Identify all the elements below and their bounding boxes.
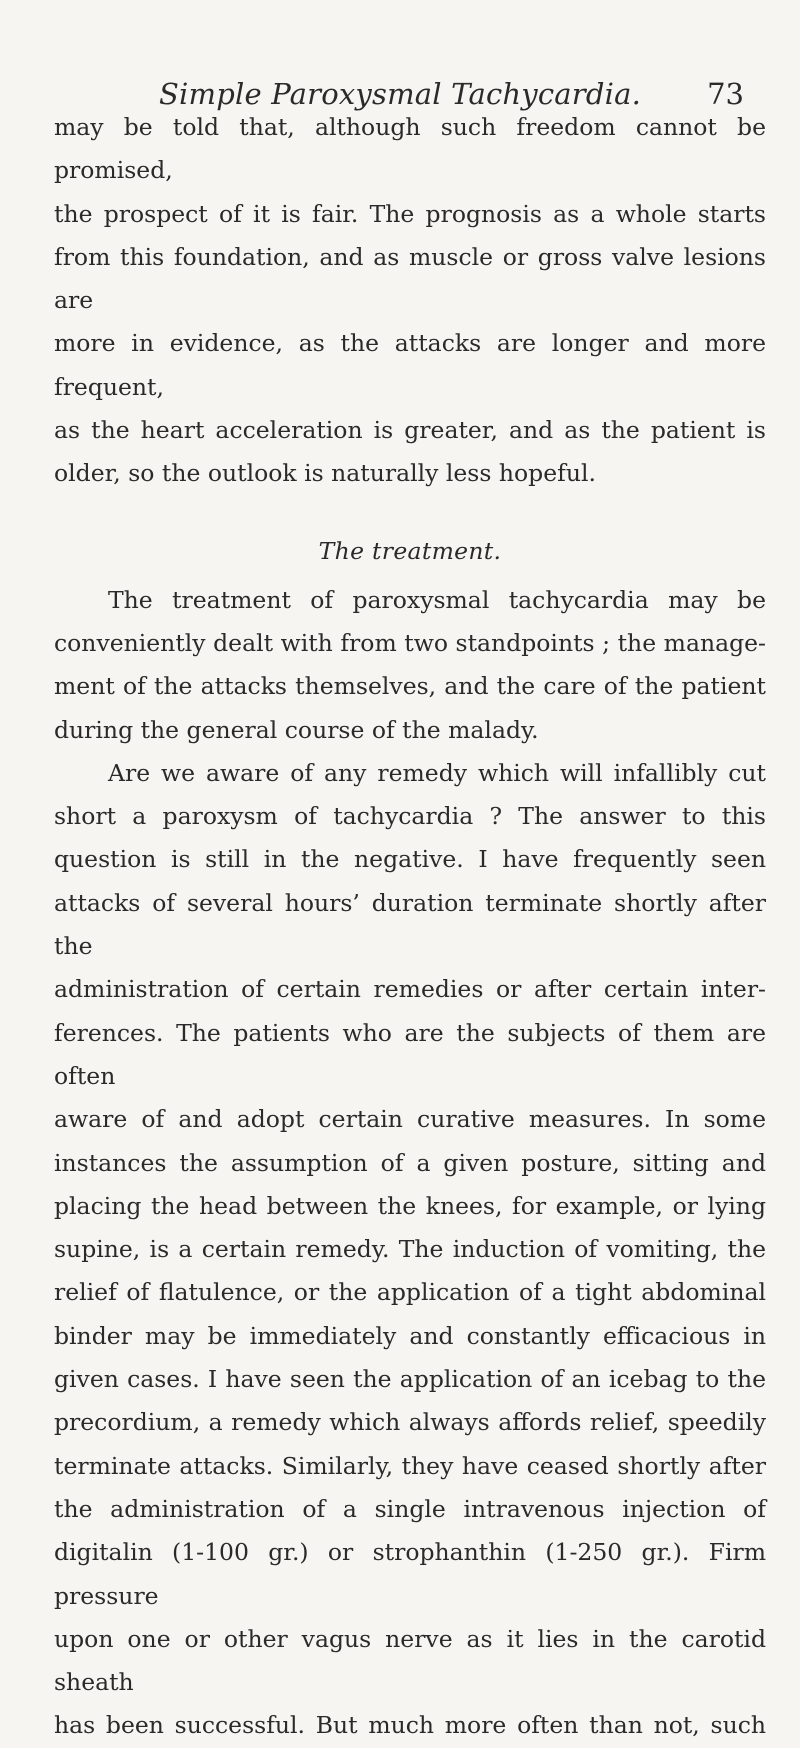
text-line: conveniently dealt with from two standpoints ; the manage-: [54, 628, 766, 657]
text-line: binder may be immediately and constantly efficacious in: [54, 1321, 766, 1350]
text-line: the prospect of it is fair. The prognosis as a whole starts: [54, 199, 766, 228]
running-title: Simple Paroxysmal Tachycardia.: [158, 77, 641, 111]
text-line: given cases. I have seen the application of an icebag to the: [54, 1365, 766, 1394]
text-line: may be told that, although such freedom cannot be promised,: [54, 113, 766, 185]
text-line: from this foundation, and as muscle or gross valve lesions are: [54, 242, 766, 315]
text-line: during the general course of the malady.: [54, 715, 539, 744]
text-line: terminate attacks. Similarly, they have ceased shortly after: [54, 1451, 766, 1480]
text-line: aware of and adopt certain curative measures. In some: [54, 1105, 766, 1134]
text-line: has been successful. But much more often than not, such: [54, 1711, 766, 1740]
page-number: 73: [707, 77, 744, 111]
body-text: [54, 106, 766, 1748]
text-line: ment of the attacks themselves, and the care of the patient: [54, 672, 766, 701]
text-line: as the heart acceleration is greater, and as the patient is: [54, 416, 766, 445]
text-line: supine, is a certain remedy. The induction of vomiting, the: [54, 1235, 766, 1264]
text-line: precordium, a remedy which always affords relief, speedily: [54, 1408, 766, 1437]
text-line: ferences. The patients who are the subjects of them are often: [54, 1018, 766, 1090]
text-line: the administration of a single intravenous injection of: [54, 1494, 766, 1523]
text-line: more in evidence, as the attacks are longer and more frequent,: [54, 329, 766, 401]
paragraph-remedies: [54, 752, 766, 1748]
text-line: question is still in the negative. I have frequently seen: [54, 845, 766, 874]
text-line: instances the assumption of a given posture, sitting and: [54, 1148, 766, 1177]
text-line: placing the head between the knees, for example, or lying: [54, 1191, 766, 1220]
text-line: administration of certain remedies or after certain inter-: [54, 975, 766, 1004]
text-line: upon one or other vagus nerve as it lies in the carotid sheath: [54, 1624, 766, 1697]
text-line: digitalin (1-100 gr.) or strophanthin (1-250 gr.). Firm pressure: [54, 1538, 766, 1610]
text-line: short a paroxysm of tachycardia ? The answer to this: [54, 802, 766, 831]
text-line: attacks of several hours’ duration terminate shortly after the: [54, 888, 766, 961]
text-line: older, so the outlook is naturally less hopeful.: [54, 459, 596, 488]
text-line: relief of flatulence, or the application of a tight abdominal: [54, 1278, 766, 1307]
paragraph-treatment-intro: [54, 579, 766, 752]
text-line: The treatment of paroxysmal tachycardia may be: [108, 585, 766, 614]
section-heading: The treatment.: [318, 536, 502, 565]
text-line: Are we aware of any remedy which will infallibly cut: [108, 758, 766, 787]
paragraph-prognosis: [54, 106, 766, 496]
